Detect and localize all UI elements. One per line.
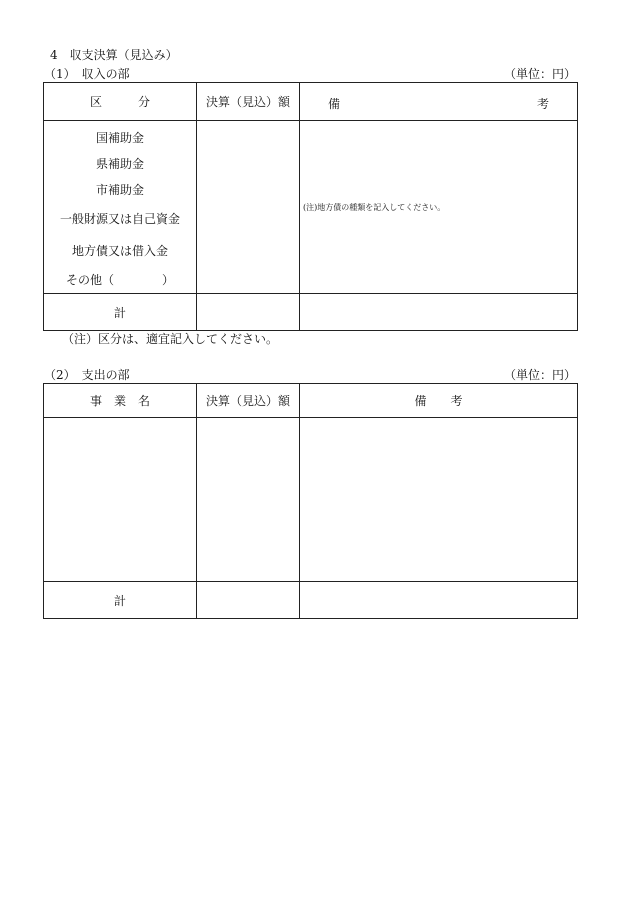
page-title: 4 収支決算（見込み）: [50, 48, 178, 62]
income-category-item: その他（ ）: [65, 273, 174, 287]
expense-col-category-label: 事 業 名: [89, 394, 150, 408]
income-col-category-header: [44, 83, 197, 121]
expense-remarks-cell[interactable]: [300, 418, 578, 582]
income-header-row: [44, 83, 578, 121]
expense-body-row: [44, 418, 578, 582]
expense-total-amount-cell[interactable]: [197, 582, 300, 619]
income-col-remarks-label-left: 備: [328, 97, 341, 111]
income-table: [43, 82, 578, 331]
expense-total-label-cell: [44, 582, 197, 619]
income-category-item: 一般財源又は自己資金: [59, 212, 180, 226]
expense-col-remarks-label: 備 考: [414, 394, 463, 408]
income-remarks-cell[interactable]: [300, 121, 578, 294]
income-unit-label: （単位：円）: [503, 67, 576, 81]
income-total-label-cell: [44, 294, 197, 331]
income-total-remarks-cell[interactable]: [300, 294, 578, 331]
income-remarks-note: (注)地方債の種類を記入してください。: [303, 202, 446, 212]
expense-amount-cell[interactable]: [197, 418, 300, 582]
expense-total-row: [44, 582, 578, 619]
income-category-cell: [44, 121, 197, 294]
income-heading: （1） 収入の部: [44, 67, 130, 81]
income-footnote: （注）区分は、適宜記入してください。: [62, 332, 279, 346]
income-col-amount-header: [197, 83, 300, 121]
expense-col-amount-header: [197, 384, 300, 418]
income-total-amount-cell[interactable]: [197, 294, 300, 331]
expense-table: [43, 383, 578, 619]
income-col-category-label: 区 分: [89, 95, 150, 109]
expense-col-remarks-header: [300, 384, 578, 418]
income-col-remarks-label-right: 考: [536, 97, 549, 111]
expense-name-cell[interactable]: [44, 418, 197, 582]
income-category-item: 国補助金: [95, 131, 144, 145]
income-category-item: 地方債又は借入金: [71, 244, 168, 258]
income-category-item: 県補助金: [95, 157, 144, 171]
expense-total-remarks-cell[interactable]: [300, 582, 578, 619]
expense-heading: （2） 支出の部: [44, 368, 130, 382]
expense-col-category-header: [44, 384, 197, 418]
expense-unit-label: （単位：円）: [503, 368, 576, 382]
expense-header-row: [44, 384, 578, 418]
income-total-label: 計: [113, 305, 126, 320]
income-total-row: [44, 294, 578, 331]
income-col-amount-label: 決算（見込）額: [205, 95, 290, 109]
income-category-list: [44, 121, 196, 293]
income-amount-cell[interactable]: [197, 121, 300, 294]
income-col-remarks-header: [300, 83, 578, 121]
expense-col-amount-label: 決算（見込）額: [205, 394, 290, 408]
expense-total-label: 計: [113, 593, 126, 608]
income-body-row: [44, 121, 578, 294]
income-category-item: 市補助金: [95, 183, 144, 197]
